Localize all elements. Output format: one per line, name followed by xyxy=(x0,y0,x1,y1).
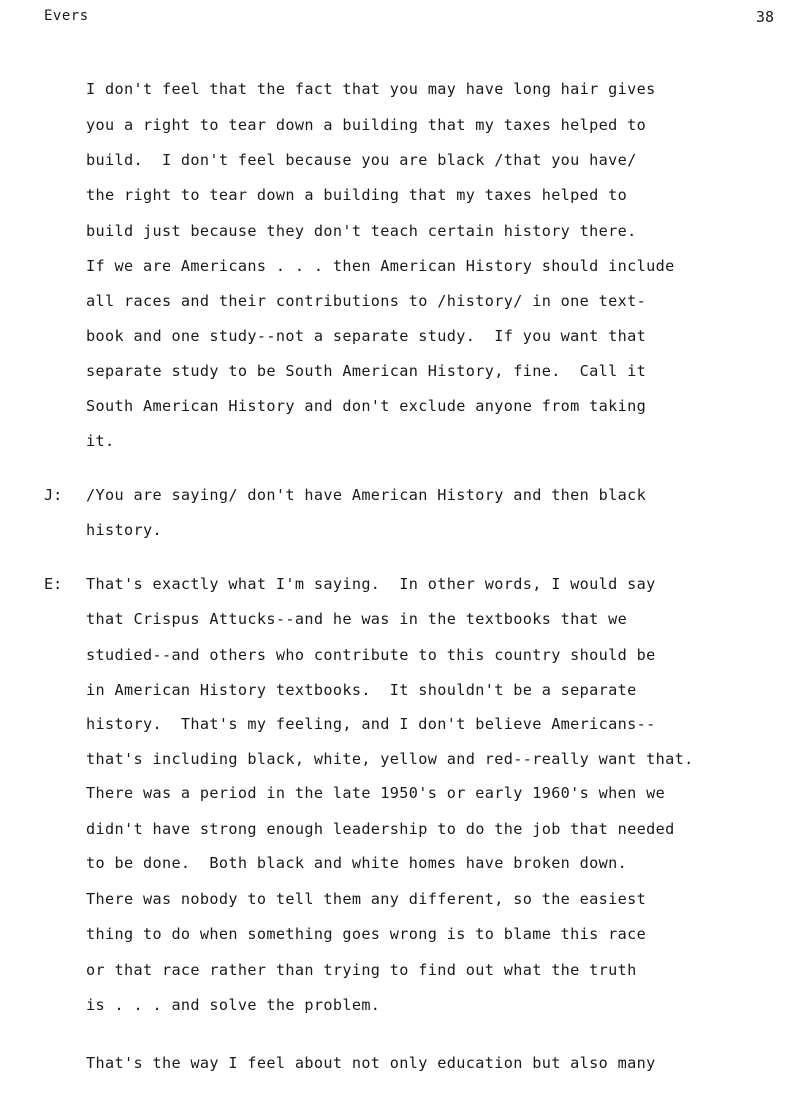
text-line: that's including black, white, yellow and red--really want that. xyxy=(86,750,694,768)
text-line: /You are saying/ don't have American History and then black xyxy=(86,486,647,504)
text-line: build just because they don't teach certain history there. xyxy=(86,222,637,240)
text-line: in American History textbooks. It shouldn't be a separate xyxy=(86,681,637,699)
text-line: There was a period in the late 1950's or early 1960's when we xyxy=(86,784,666,802)
page-number: 38 xyxy=(756,8,775,26)
text-line: South American History and don't exclude anyone from taking xyxy=(86,397,647,415)
text-line: That's the way I feel about not only education but also many xyxy=(86,1054,656,1072)
text-line: There was nobody to tell them any different, so the easiest xyxy=(86,890,647,908)
text-line: history. xyxy=(86,521,162,539)
text-line: separate study to be South American History, fine. Call it xyxy=(86,362,647,380)
text-line: that Crispus Attucks--and he was in the textbooks that we xyxy=(86,610,628,628)
speaker-label-e: E: xyxy=(44,575,63,593)
text-line: history. That's my feeling, and I don't believe Americans-- xyxy=(86,715,656,733)
text-line: all races and their contributions to /history/ in one text- xyxy=(86,292,647,310)
text-line: the right to tear down a building that my taxes helped to xyxy=(86,186,628,204)
text-line: didn't have strong enough leadership to do the job that needed xyxy=(86,820,675,838)
header-interviewee-name: Evers xyxy=(44,8,89,24)
text-line: That's exactly what I'm saying. In other words, I would say xyxy=(86,575,656,593)
text-line: you a right to tear down a building that my taxes helped to xyxy=(86,116,647,134)
text-line: to be done. Both black and white homes have broken down. xyxy=(86,854,628,872)
text-line: or that race rather than trying to find out what the truth xyxy=(86,961,637,979)
text-line: build. I don't feel because you are black /that you have/ xyxy=(86,151,637,169)
text-line: is . . . and solve the problem. xyxy=(86,996,381,1014)
speaker-label-j: J: xyxy=(44,486,63,504)
text-line: I don't feel that the fact that you may have long hair gives xyxy=(86,80,656,98)
text-line: studied--and others who contribute to this country should be xyxy=(86,646,656,664)
text-line: If we are Americans . . . then American History should include xyxy=(86,257,675,275)
text-line: book and one study--not a separate study. If you want that xyxy=(86,327,647,345)
text-line: it. xyxy=(86,432,115,450)
text-line: thing to do when something goes wrong is to blame this race xyxy=(86,925,647,943)
